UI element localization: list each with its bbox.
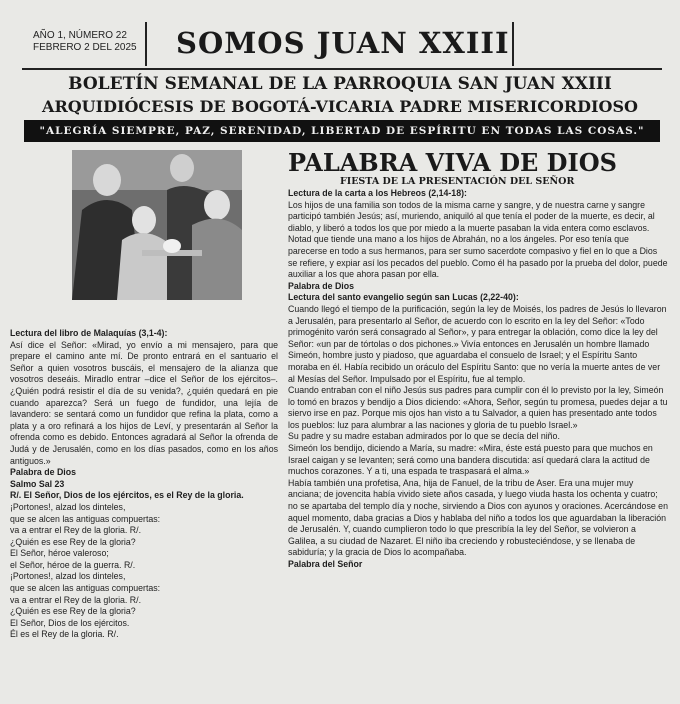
motto-banner: "ALEGRÍA SIEMPRE, PAZ, SERENIDAD, LIBERTAD DE ESPÍRITU EN TODAS LAS COSAS.": [24, 120, 660, 142]
left-column: [10, 328, 278, 641]
psalm-line: que se alcen las antiguas compuertas:: [10, 583, 161, 594]
psalm-line: va a entrar el Rey de la gloria. R/.: [10, 525, 142, 536]
word-of-god-2: Palabra de Dios: [288, 280, 355, 291]
word-of-lord: Palabra del Señor: [288, 559, 363, 569]
bulletin-subtitle: BOLETÍN SEMANAL DE LA PARROQUIA SAN JUAN XXIII: [68, 74, 612, 94]
masthead-title: SOMOS JUAN XXIII: [176, 26, 510, 60]
psalm-line: ¡Portones!, alzad los dinteles,: [10, 501, 126, 512]
issue-number: AÑO 1, NÚMERO 22: [33, 30, 127, 41]
gospel-paragraph: Cuando entraban con el niño Jesús sus padres para cumplir con él lo previsto por la ley, Simeón lo tomó en brazos y bendijo a Dios diciendo: «Ahora, Señor, según tu promesa, puedes dejar a tu siervo irse en paz. Porque mis ojos han visto a tu Salvador, a quien has presentado ante todos los pueblos: luz para alumbrar a las naciones y gloria de tu pueblo Israel.»: [288, 385, 668, 430]
right-column: [288, 188, 668, 571]
psalm-line: El Señor, Dios de los ejércitos.: [10, 617, 130, 628]
gospel-title: Lectura del santo evangelio según san Lucas (2,22-40):: [288, 292, 519, 303]
presentation-painting-image: [72, 150, 242, 300]
psalm-line: ¿Quién es ese Rey de la gloria?: [10, 606, 136, 617]
painting-illustration: [72, 150, 242, 300]
gospel-paragraph: Cuando llegó el tiempo de la purificación, según la ley de Moisés, los padres de Jesús lo llevaron a Jerusalén, para presentarlo al Señor, de acuerdo con lo escrito en la ley del Señor: «Todo primogénito varón será consagrado al Señor», y para entregar la oblación, como dice la ley del Señor: «un par de tórtolas o dos pichones.» Vivía entonces en Jerusalén un hombre llamado Simeón, hombre justo y piadoso, que aguardaba el consuelo de Israel; y el Espíritu Santo moraba en él. Había recibido un oráculo del Espíritu Santo: que no vería la muerte antes de ver al Mesías del Señor. Impulsado por el Espíritu, fue al templo.: [288, 303, 667, 384]
gospel-paragraph: Su padre y su madre estaban admirados por lo que se decía del niño.: [288, 431, 560, 442]
archdiocese-subtitle: ARQUIDIÓCESIS DE BOGOTÁ-VICARIA PADRE MISERICORDIOSO: [42, 97, 638, 116]
reading1-text: Así dice el Señor: «Mirad, yo envío a mi mensajero, para que prepare el camino ante mí. De pronto entrará en el santuario el Señor a quien vosotros buscáis, el mensajero de la alianza que vosotros deseáis. Miradlo entrar –dice el Señor de los ejércitos–. ¿Quién podrá resistir el día de su venida?, ¿quién quedará en pie cuando aparezca? Será un fuego de fundidor, una lejía de lavandero: se sentará como un fundidor que refina la plata, como a plata y a oro refinará a los hijos de Leví, y presentarán al Señor la ofrenda como es debido. Entonces agradará al Señor la ofrenda de Judá y de Jerusalén, como en los días pasados, como en los años antiguos.»: [10, 339, 278, 466]
psalm-line: que se alcen las antiguas compuertas:: [10, 513, 161, 524]
section-title: PALABRA VIVA DE DIOS: [288, 148, 617, 177]
psalm-line: ¿Quién es ese Rey de la gloria?: [10, 536, 136, 547]
gospel-paragraph: Simeón los bendijo, diciendo a María, su madre: «Mira, éste está puesto para que muchos en Israel caigan y se levanten; será como una bandera discutida: así quedará clara la actitud de muchos corazones. Y a ti, una espada te traspasará el alma.»: [288, 443, 653, 477]
word-of-god-1: Palabra de Dios: [10, 467, 77, 478]
issue-date: FEBRERO 2 DEL 2025: [33, 42, 137, 53]
masthead-divider-right: [512, 22, 514, 66]
psalm-line: Él es el Rey de la gloria. R/.: [10, 629, 119, 640]
psalm-line: El Señor, héroe valeroso;: [10, 548, 109, 559]
psalm-line: el Señor, héroe de la guerra. R/.: [10, 559, 136, 570]
reading1-title: Lectura del libro de Malaquías (3,1-4):: [10, 328, 168, 338]
psalm-title: Salmo Sal 23: [10, 478, 65, 489]
masthead-rule: [22, 68, 662, 70]
feast-title: FIESTA DE LA PRESENTACIÓN DEL SEÑOR: [340, 176, 575, 187]
psalm-line: va a entrar el Rey de la gloria. R/.: [10, 594, 142, 605]
masthead-divider-left: [145, 22, 147, 66]
reading2-title: Lectura de la carta a los Hebreos (2,14-18):: [288, 188, 467, 198]
psalm-response: R/. El Señor, Dios de los ejércitos, es el Rey de la gloria.: [10, 490, 244, 501]
reading2-text: Los hijos de una familia son todos de la misma carne y sangre, y de nuestra carne y sangre participó también Jesús; así, muriendo, aniquiló al que tenía el poder de la muerte, es decir, al diablo, y liberó a todos los que por miedo a la muerte pasaban la vida entera como esclavos. Notad que tiende una mano a los hijos de Abrahán, no a los ángeles. Por eso tenía que parecerse en todo a sus hermanos, para ser sumo sacerdote compasivo y fiel en lo que a Dios se refiere, y expiar así los pecados del pueblo. Como él ha pasado por la prueba del dolor, puede auxiliar a los que ahora pasan por ella.: [288, 199, 668, 280]
gospel-paragraph: Había también una profetisa, Ana, hija de Fanuel, de la tribu de Aser. Era una mujer muy anciana; de jovencita había vivido siete años casada, y luego viuda hasta los ochenta y cuatro; no se apartaba del templo día y noche, sirviendo a Dios con ayunos y oraciones. Acercándose en aquel momento, daba gracias a Dios y hablaba del niño a todos los que aguardaban la liberación de Jerusalén. Y, cuando cumplieron todo lo que prescribía la ley del Señor, se volvieron a Galilea, a su ciudad de Nazaret. El niño iba creciendo y robusteciéndose, y se llenaba de sabiduría; y la gracia de Dios lo acompañaba.: [288, 477, 668, 558]
issue-info: [33, 30, 137, 54]
psalm-line: ¡Portones!, alzad los dinteles,: [10, 571, 126, 582]
